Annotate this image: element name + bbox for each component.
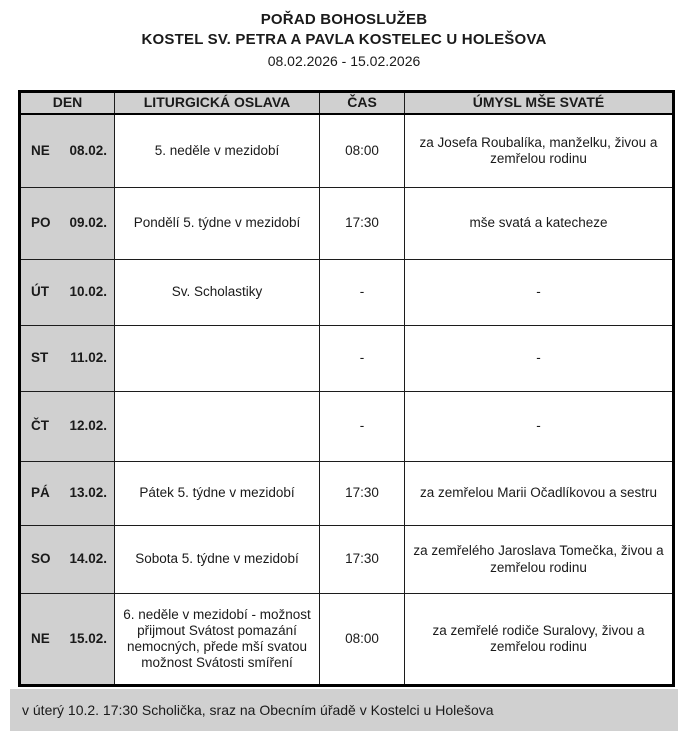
day-date: 08.02.: [69, 142, 107, 158]
day-date: 14.02.: [69, 551, 107, 567]
table-row: [20, 392, 674, 462]
page-title: POŘAD BOHOSLUŽEB: [260, 11, 428, 28]
celebration-cell: Sv. Scholastiky: [115, 260, 320, 326]
col-header-day: DEN: [20, 92, 115, 114]
church-name: KOSTEL SV. PETRA A PAVLA KOSTELEC U HOLEŠOVA: [141, 31, 547, 48]
col-header-time: ČAS: [320, 92, 405, 114]
day-cell: [20, 326, 115, 392]
time-cell: -: [320, 260, 405, 326]
day-cell: [20, 260, 115, 326]
day-cell: [20, 462, 115, 526]
celebration-cell: [115, 326, 320, 392]
time-cell: 17:30: [320, 462, 405, 526]
celebration-cell: Pátek 5. týdne v mezidobí: [115, 462, 320, 526]
celebration-cell: 6. neděle v mezidobí - možnost přijmout Svátost pomazání nemocných, přede mší svatou možnost Svátosti smíření: [115, 594, 320, 686]
celebration-cell: Pondělí 5. týdne v mezidobí: [115, 188, 320, 260]
title-block: [0, 0, 688, 69]
day-abbrev: ÚT: [31, 284, 49, 300]
table-row: [20, 188, 674, 260]
time-cell: -: [320, 392, 405, 462]
day-cell: [20, 526, 115, 594]
celebration-cell: 5. neděle v mezidobí: [115, 114, 320, 188]
day-cell: [20, 188, 115, 260]
intention-cell: za Josefa Roubalíka, manželku, živou a zemřelou rodinu: [405, 114, 674, 188]
table-header-row: [20, 92, 674, 114]
day-abbrev: NE: [31, 142, 50, 158]
table-row: [20, 462, 674, 526]
day-date: 13.02.: [69, 485, 107, 501]
day-abbrev: SO: [31, 551, 51, 567]
day-cell: [20, 392, 115, 462]
time-cell: 08:00: [320, 114, 405, 188]
day-abbrev: ST: [31, 350, 49, 366]
day-date: 09.02.: [69, 215, 107, 231]
day-abbrev: PO: [31, 215, 51, 231]
intention-cell: mše svatá a katecheze: [405, 188, 674, 260]
day-abbrev: ČT: [31, 418, 49, 434]
time-cell: 17:30: [320, 188, 405, 260]
day-date: 12.02.: [69, 418, 107, 434]
date-range: 08.02.2026 - 15.02.2026: [267, 53, 421, 69]
footer-note: v úterý 10.2. 17:30 Scholička, sraz na Obecním úřadě v Kostelci u Holešova: [10, 689, 678, 731]
time-cell: 08:00: [320, 594, 405, 686]
schedule-table: [18, 90, 675, 687]
table-row: [20, 114, 674, 188]
table-row: [20, 526, 674, 594]
col-header-intention: ÚMYSL MŠE SVATÉ: [405, 92, 674, 114]
intention-cell: -: [405, 326, 674, 392]
intention-cell: za zemřelé rodiče Suralovy, živou a zemřelou rodinu: [405, 594, 674, 686]
day-date: 10.02.: [69, 284, 107, 300]
table-row: [20, 326, 674, 392]
col-header-celebration: LITURGICKÁ OSLAVA: [115, 92, 320, 114]
day-abbrev: NE: [31, 630, 50, 646]
time-cell: 17:30: [320, 526, 405, 594]
day-date: 11.02.: [70, 350, 107, 366]
intention-cell: za zemřelého Jaroslava Tomečka, živou a zemřelou rodinu: [405, 526, 674, 594]
table-row: [20, 594, 674, 686]
time-cell: -: [320, 326, 405, 392]
celebration-cell: Sobota 5. týdne v mezidobí: [115, 526, 320, 594]
intention-cell: -: [405, 392, 674, 462]
day-cell: [20, 114, 115, 188]
day-date: 15.02.: [69, 630, 107, 646]
table-row: [20, 260, 674, 326]
day-abbrev: PÁ: [31, 485, 50, 501]
day-cell: [20, 594, 115, 686]
intention-cell: -: [405, 260, 674, 326]
celebration-cell: [115, 392, 320, 462]
intention-cell: za zemřelou Marii Očadlíkovou a sestru: [405, 462, 674, 526]
